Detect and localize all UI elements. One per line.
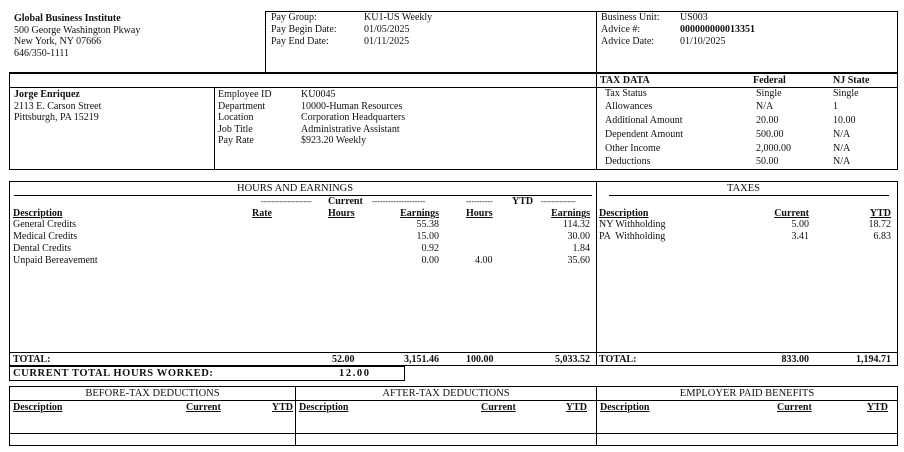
- he-row-earnings: 0.00: [421, 255, 439, 266]
- employer-benefits-rule: [597, 400, 897, 401]
- hours-worked-value: 12.00: [339, 368, 371, 379]
- ytd-group-label: YTD: [512, 196, 534, 207]
- employee-detail-values: [301, 89, 405, 147]
- after-tax-title: AFTER-TAX DEDUCTIONS: [382, 388, 510, 399]
- current-dashes-left: -------------------: [261, 197, 312, 206]
- he-row-earnings: 55.38: [416, 219, 439, 230]
- business-unit-label: Business Unit:: [601, 12, 660, 23]
- company-address-2: New York, NY 07666: [14, 36, 102, 47]
- he-total-ytd-hours: 100.00: [466, 354, 494, 365]
- additional-amount-federal: 20.00: [756, 115, 779, 126]
- he-row-description: Unpaid Bereavement: [13, 255, 98, 266]
- other-income-label: Other Income: [605, 143, 661, 154]
- other-income-state: N/A: [833, 143, 851, 154]
- company-info: [14, 13, 140, 59]
- additional-amount-state: 10.00: [833, 115, 856, 126]
- he-row-earnings: 15.00: [416, 231, 439, 242]
- department-label: Department: [218, 100, 266, 112]
- employee-address-2: Pittsburgh, PA 15219: [14, 112, 99, 123]
- deductions-label: Deductions: [605, 156, 651, 167]
- he-header-ytd-earnings: Earnings: [551, 208, 590, 219]
- tax-status-state: Single: [833, 88, 859, 99]
- company-phone: 646/350-1111: [14, 47, 69, 59]
- employer-benefits-total-rule: [597, 433, 897, 434]
- he-row-earnings: 0.92: [421, 243, 439, 254]
- tx-header-description: Description: [599, 208, 649, 219]
- before-tax-header-current: Current: [186, 402, 221, 413]
- employee-id-label: Employee ID: [218, 89, 272, 100]
- he-row-ytd-hours: 4.00: [475, 255, 493, 266]
- employee-box-vdivider: [214, 88, 215, 170]
- dependent-amount-label: Dependent Amount: [605, 129, 684, 140]
- employee-name: Jorge Enriquez: [14, 89, 80, 100]
- before-tax-title: BEFORE-TAX DEDUCTIONS: [85, 388, 220, 399]
- he-header-description: Description: [13, 208, 63, 219]
- dependent-amount-federal: 500.00: [756, 129, 784, 140]
- location-label: Location: [218, 112, 254, 123]
- he-row-description: General Credits: [13, 219, 77, 230]
- he-header-earnings: Earnings: [400, 208, 439, 219]
- he-total-rule: [10, 352, 596, 353]
- advice-number-value: 000000000013351: [680, 24, 755, 35]
- advice-info-box: [596, 11, 898, 72]
- after-tax-header-current: Current: [481, 402, 516, 413]
- tx-header-ytd: YTD: [869, 208, 891, 219]
- allowances-label: Allowances: [605, 101, 653, 112]
- advice-number-label: Advice #:: [601, 24, 641, 35]
- he-row-ytd-earnings: 114.32: [562, 219, 590, 230]
- taxes-title: TAXES: [727, 183, 760, 194]
- employer-benefits-title: EMPLOYER PAID BENEFITS: [679, 388, 815, 399]
- dependent-amount-state: N/A: [833, 129, 851, 140]
- tx-row-description: NY Withholding: [599, 219, 666, 230]
- he-total-label: TOTAL:: [13, 354, 51, 365]
- pay-rate-label: Pay Rate: [218, 135, 254, 146]
- advice-date-value: 01/10/2025: [680, 36, 726, 47]
- he-row-description: Dental Credits: [13, 243, 72, 254]
- tax-data-box: [596, 73, 898, 170]
- advice-date-label: Advice Date:: [601, 36, 655, 47]
- before-tax-deductions-box: [9, 386, 296, 446]
- he-header-rate: Rate: [252, 208, 272, 219]
- tx-row-current: 3.41: [791, 231, 809, 242]
- tax-status-label: Tax Status: [605, 88, 647, 99]
- tx-row-description: PA Withholding: [599, 231, 666, 242]
- he-row-description: Medical Credits: [13, 231, 78, 242]
- he-header-hours: Hours: [328, 208, 355, 219]
- federal-header: Federal: [753, 75, 786, 86]
- pay-begin-value: 01/05/2025: [364, 24, 410, 35]
- employee-address-1: 2113 E. Carson Street: [14, 100, 102, 112]
- employee-box: [9, 73, 597, 170]
- current-dashes-right: --------------------: [372, 197, 426, 206]
- before-tax-header-ytd: YTD: [271, 402, 293, 413]
- current-group-label: Current: [328, 196, 363, 207]
- hours-worked-box: [9, 366, 405, 381]
- employee-address: [14, 89, 101, 124]
- additional-amount-label: Additional Amount: [605, 115, 683, 126]
- job-title-value: Administrative Assistant: [301, 123, 400, 135]
- tx-row-current: 5.00: [791, 219, 809, 230]
- tx-row-ytd: 18.72: [868, 219, 891, 230]
- after-tax-header-ytd: YTD: [565, 402, 587, 413]
- business-unit-value: US003: [680, 12, 708, 23]
- deductions-state: N/A: [833, 156, 851, 167]
- after-tax-header-description: Description: [299, 402, 349, 413]
- deductions-federal: 50.00: [756, 156, 779, 167]
- pay-group-value: KU1-US Weekly: [364, 12, 433, 23]
- ytd-dashes-right: -------------: [541, 197, 576, 206]
- tax-data-title: TAX DATA: [600, 75, 650, 86]
- tx-header-current: Current: [774, 208, 809, 219]
- department-value: 10000-Human Resources: [301, 100, 403, 112]
- other-income-federal: 2,000.00: [756, 143, 791, 154]
- he-row-ytd-earnings: 30.00: [567, 231, 590, 242]
- he-total-ytd-earnings: 5,033.52: [555, 354, 590, 365]
- job-title-label: Job Title: [218, 123, 253, 135]
- allowances-state: 1: [833, 101, 838, 112]
- tx-row-ytd: 6.83: [873, 231, 891, 242]
- before-tax-header-description: Description: [13, 402, 63, 413]
- employer-benefits-header-current: Current: [777, 402, 812, 413]
- pay-rate-value: $923.20 Weekly: [301, 135, 367, 146]
- he-row-ytd-earnings: 1.84: [572, 243, 590, 254]
- before-tax-rule: [10, 400, 295, 401]
- he-total-earnings: 3,151.46: [404, 354, 439, 365]
- company-name: Global Business Institute: [14, 13, 121, 24]
- employer-benefits-box: [596, 386, 898, 446]
- tx-total-current: 833.00: [781, 354, 809, 365]
- pay-begin-label: Pay Begin Date:: [271, 24, 337, 35]
- he-total-hours: 52.00: [332, 354, 355, 365]
- before-tax-total-rule: [10, 433, 295, 434]
- employer-benefits-header-description: Description: [600, 402, 650, 413]
- pay-group-label: Pay Group:: [271, 12, 317, 23]
- hours-earnings-box: [9, 181, 597, 366]
- employee-box-divider: [10, 87, 596, 88]
- taxes-title-rule: [609, 195, 889, 196]
- after-tax-rule: [296, 400, 596, 401]
- location-value: Corporation Headquarters: [301, 112, 406, 123]
- tx-total-ytd: 1,194.71: [856, 354, 891, 365]
- he-row-ytd-earnings: 35.60: [567, 255, 590, 266]
- employer-benefits-header-ytd: YTD: [866, 402, 888, 413]
- tx-total-rule: [597, 352, 897, 353]
- pay-period-box: [265, 11, 597, 72]
- allowances-federal: N/A: [756, 101, 774, 112]
- employee-detail-labels: [218, 89, 272, 147]
- he-header-ytd-hours: Hours: [466, 208, 493, 219]
- ytd-dashes-left: ----------: [466, 197, 493, 206]
- employee-id-value: KU0045: [301, 89, 336, 100]
- hours-worked-label: CURRENT TOTAL HOURS WORKED:: [13, 368, 214, 379]
- state-header: NJ State: [833, 75, 870, 86]
- tx-total-label: TOTAL:: [599, 354, 637, 365]
- hours-earnings-title: HOURS AND EARNINGS: [237, 183, 354, 194]
- tax-status-federal: Single: [756, 88, 782, 99]
- pay-end-value: 01/11/2025: [364, 36, 410, 47]
- company-address-1: 500 George Washington Pkway: [14, 24, 141, 36]
- after-tax-total-rule: [296, 433, 596, 434]
- taxes-box: [596, 181, 898, 366]
- after-tax-deductions-box: [295, 386, 597, 446]
- pay-end-label: Pay End Date:: [271, 36, 329, 47]
